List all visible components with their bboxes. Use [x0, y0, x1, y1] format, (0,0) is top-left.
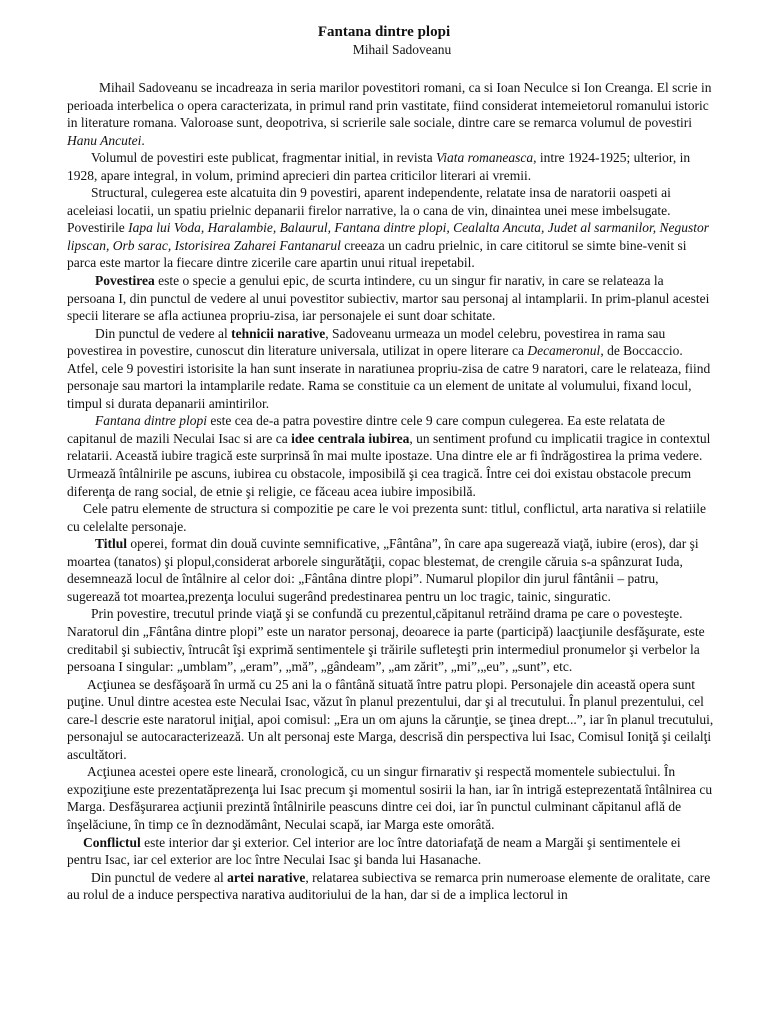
- italic-title: Viata romaneasca: [436, 150, 534, 166]
- text-run: Structural, culegerea este alcatuita din 9 povestiri, aparent independente, relatate insa de naratorii oaspeti ai aceleiasi locatii, un spatiu prielnic depanarii firelor narrative, la o cana de vin, dinaintea unei mese imbelsugate. Povestirile: [67, 185, 671, 236]
- author-name: Mihail Sadoveanu: [352, 42, 452, 57]
- paragraph-structure: [67, 184, 714, 272]
- paragraph-narrator: [67, 605, 714, 675]
- text-run: Acţiunea acestei opere este lineară, cronologică, cu un singur firnarativ şi respectă momentele subiectului. În expoziţiune este prezentatăprezenţa lui Isac precum şi momentul sosirii la han, iar în intrigă esteprezentată întâlnirea cu Marga. Desfăşurarea acţiunii prezintă întâlnirile peascuns dintre cei doi, iar în punctul culminant căpitanul află de înşelăciune, în timp ce în deznodământ, Neculai scapă, iar Marga este omorâtă.: [67, 764, 713, 832]
- text-run: este interior dar şi exterior. Cel interior are loc între datoriafaţă de neam a Margăi şi sentimentele ei pentru Isac, iar cel exterior are loc între Neculai Isac şi banda lui Hasanache.: [67, 834, 681, 868]
- text-run: este cea de-a patra povestire dintre cele 9 care compun culegerea. Ea este relatata de capitanul de mazili Neculai Isac si are ca: [67, 413, 665, 446]
- text-run: Cele patru elemente de structura si compozitie pe care le voi prezenta sunt: titlul, conflictul, arta narativa si relatiile cu celelalte personaje.: [67, 501, 706, 534]
- bold-term: Conflictul: [83, 834, 141, 850]
- text-run: , relatarea subiectiva se remarca prin numeroase elemente de oralitate, care au rolul de a induce perspectiva narativa auditoriului de la han, dar si de a implica lectorul in: [67, 869, 711, 903]
- text-run: Acţiunea se desfăşoară în urmă cu 25 ani la o fântână situată între patru plopi. Personajele din această opera sunt puţine. Unul dintre acestea este Neculai Isac, văzut în planul prezentului, dar şi al trecutului. În planul prezentului, cel care-l descrie este naratorul iniţial, apoi comisul: „Era un om ajuns la cărunţie, se ţinea drept...”, iar în planul trecutului, personajul se autocaracterizează. Un alt personaj este Marga, descrisă din perspectiva lui Isac, Comisul Ioniţă şi ceilalţi ascultători.: [67, 676, 714, 762]
- text-run: , un sentiment profund cu implicatii tragice in contextul relatarii. Această iubire tragică este surprinsă în mai multe ipostaze. Una dintre ele ar fi îndrăgostirea la prima vedere. Urmează întâlnirile pe ascuns, iubirea cu obstacole, imposibilă şi cea tragică. Între cei doi existau obstacole precum diferenţa de rang social, de etnie şi religie, ce făceau acea iubire imposibilă.: [67, 430, 711, 499]
- text-run: , Sadoveanu urmeaza un model celebru, povestirea in rama sau povestirea in povestire, cunoscut din literature universala, utilizat in opere literare ca: [67, 325, 666, 359]
- paragraph-conflict: [67, 834, 714, 869]
- text-run: operei, format din două cuvinte semnificative, „Fântâna”, în care apa sugerează viaţă, iubire (eros), dar şi moartea (tanatos) şi plopul,considerat arborele singurătăţii, copac blestemat, de crengile căruia s-a spânzurat Iuda, desemnează locul de întâlnire al celor doi: „Fântâna dintre plopi”. Numarul plopilor din jurul fântânii – patru, sugerează tot moartea,prezenţa locului sugerând predestinarea pentru un loc tragic, tainic, singuratic.: [67, 536, 699, 604]
- text-run: Din punctul de vedere al: [95, 325, 232, 341]
- paragraph-central-idea: [67, 412, 714, 500]
- paragraph-povestirea-definition: [67, 272, 714, 325]
- paragraph-action-structure: [67, 763, 714, 833]
- text-run: creeaza un cadru prielnic, in care cititorul se simte bine-venit si parca este martor la fiecare dintre zicerile care apartin unui ritual irepetabil.: [67, 237, 687, 271]
- text-run: , de Boccaccio. Atfel, cele 9 povestiri istorisite la han sunt inserate in naratiunea propriu-zisa de catre 9 naratori, care le relateaza, fiind personaje sau martori la intamplarile redate. Rama se constituie ca un element de unitate al volumului, fixand locul, timpul si durata depanarii amintirilor.: [67, 343, 711, 411]
- text-run: Mihail Sadoveanu se incadreaza in seria marilor povestitori romani, ca si Ioan Neculce si Ion Creanga. El scrie in perioada interbelica o opera caracterizata, in primul rand prin vastitate, fiind considerat intemeietorul romanului istoric in literature romana. Valoroase sunt, deopotriva, si scrierile sale sociale, dintre care se remarca volumul de povestiri: [67, 80, 712, 131]
- paragraph-intro: [67, 79, 714, 149]
- bold-term: Povestirea: [95, 273, 155, 289]
- text-run: , intre 1924-1925; ulterior, in 1928, apare integral, in volum, primind aprecieri din partea criticilor literari ai vremii.: [67, 150, 691, 183]
- paragraph-action-characters: [67, 676, 714, 764]
- text-run: Din punctul de vedere al: [91, 869, 228, 885]
- paragraph-narrative-art: [67, 869, 714, 904]
- bold-term: tehnicii narative: [231, 325, 326, 341]
- italic-title: Iapa lui Voda, Haralambie, Balaurul, Fantana dintre plopi, Cealalta Ancuta, Judet al sarmanilor, Negustor lipscan, Orb sarac, Istorisirea Zaharei Fantanarul: [67, 220, 709, 253]
- italic-title: Fantana dintre plopi: [95, 413, 207, 429]
- bold-term: artei narative: [227, 869, 306, 885]
- paragraph-narrative-technique: [67, 325, 714, 413]
- paragraph-structure-elements: [67, 500, 714, 535]
- text-run: .: [141, 132, 145, 148]
- italic-title: Decameronul: [527, 343, 601, 359]
- paragraph-title-analysis: [67, 535, 714, 605]
- paragraph-volume-publication: [67, 149, 714, 184]
- bold-term: idee centrala iubirea: [291, 430, 410, 446]
- document-body: [67, 79, 714, 904]
- italic-title: Hanu Ancutei: [67, 132, 142, 148]
- text-run: este o specie a genului epic, de scurta intindere, cu un singur fir narativ, in care se relateaza la persoana I, din punctul de vedere al unui povestitor subiectiv, martor sau personaj al intamplarii. In prim-planul acestei specii literare se afla actiunea propriu-zisa, iar personajele ei sunt doar schitate.: [67, 273, 710, 324]
- page-title: Fantana dintre plopi: [317, 24, 451, 40]
- text-run: Prin povestire, trecutul prinde viaţă şi se confundă cu prezentul,căpitanul retrăind drama pe care o povesteşte. Naratorul din „Fântâna dintre plopi” este un narator personaj, deoarece ia parte (participă) laacţiunile desfăşurate, este creditabil şi subiectiv, întrucât îşi exprimă sentimentele şi trăirile sufleteşti prin intermediul pronumelor şi verbelor la persoana I singular: „umblam”, „eram”, „mă”, „gândeam”, „am zărit”, „mi”,„eu”, „sunt”, etc.: [67, 606, 705, 675]
- text-run: Volumul de povestiri este publicat, fragmentar initial, in revista: [91, 150, 437, 166]
- bold-term: Titlul: [95, 536, 128, 552]
